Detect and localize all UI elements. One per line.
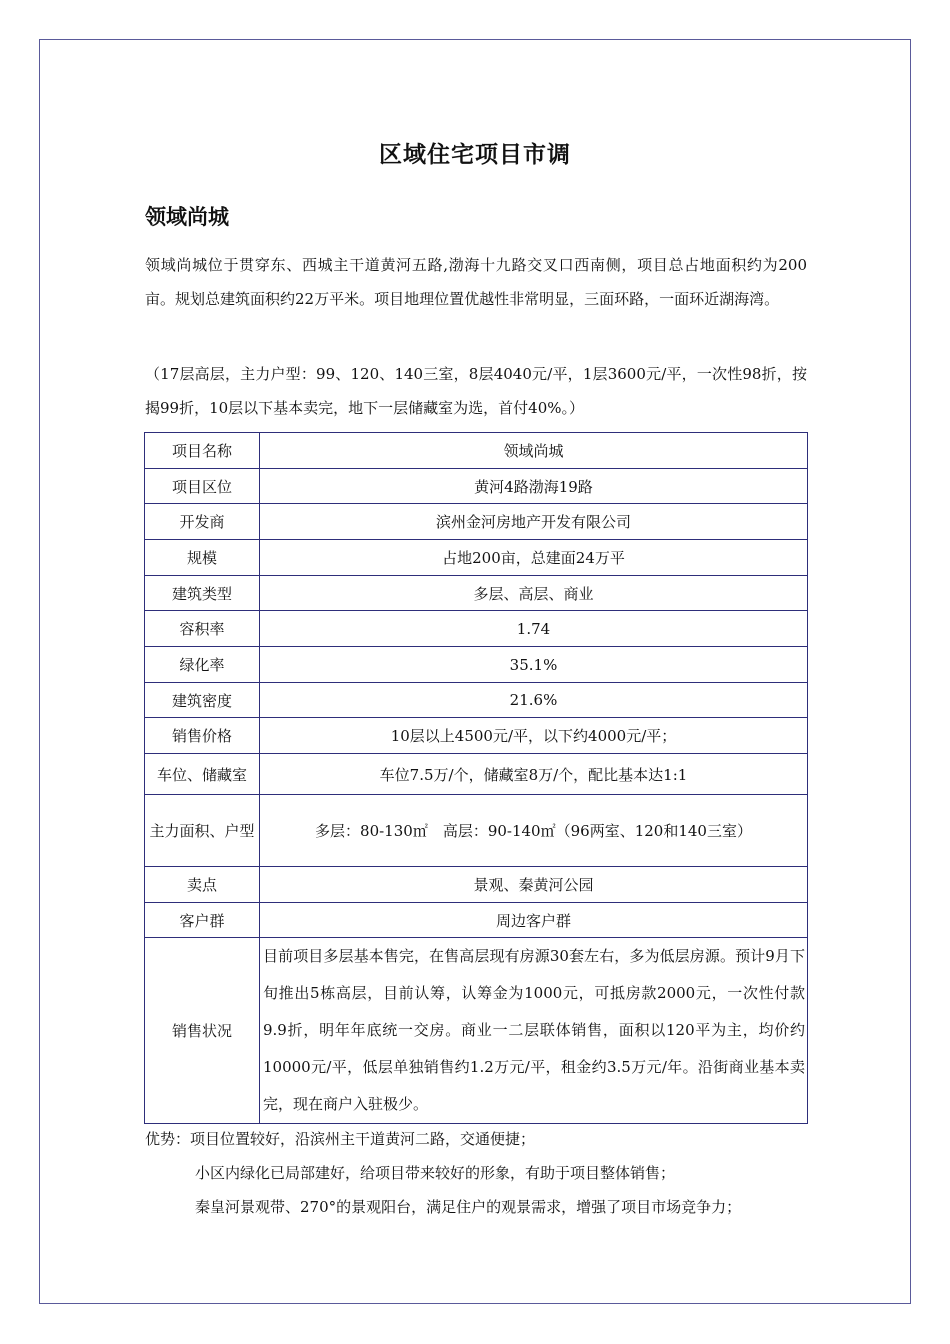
table-row [145,867,808,903]
table-row [145,433,808,469]
advantages-line: 小区内绿化已局部建好，给项目带来较好的形象，有助于项目整体销售； [195,1164,676,1182]
row-value: 21.6% [260,683,808,718]
row-value: 领域尚城 [260,433,808,469]
row-label: 客户群 [145,903,260,938]
note-paragraph: （17层高层，主力户型：99、120、140三室，8层4040元/平，1层3600元/平，一次性98折，按揭99折，10层以下基本卖完，地下一层储藏室为选，首付40%。） [145,365,807,417]
row-label: 项目区位 [145,469,260,504]
advantages-line: 优势：项目位置较好，沿滨州主干道黄河二路，交通便捷； [145,1130,536,1148]
row-label: 项目名称 [145,433,260,469]
table-row [145,754,808,795]
row-label: 建筑密度 [145,683,260,718]
row-value: 黄河4路渤海19路 [260,469,808,504]
table-row [145,903,808,938]
table-row [145,611,808,647]
table-row [145,683,808,718]
row-label: 建筑类型 [145,576,260,611]
table-row [145,576,808,611]
row-label: 规模 [145,540,260,576]
row-label: 销售价格 [145,718,260,754]
table-row [145,647,808,683]
row-value: 目前项目多层基本售完，在售高层现有房源30套左右，多为低层房源。预计9月下旬推出5栋高层，目前认筹，认筹金为1000元，可抵房款2000元，一次性付款9.9折，明年年底统一交房。商业一二层联体销售，面积以120平为主，均价约10000元/平，低层单独销售约1.2万元/平，租金约3.5万元/年。沿街商业基本卖完，现在商户入驻极少。 [260,938,808,1124]
table-row [145,469,808,504]
row-value: 多层：80-130㎡ 高层：90-140㎡（96两室、120和140三室） [260,795,808,867]
row-label: 车位、储藏室 [145,754,260,795]
row-label: 开发商 [145,504,260,540]
table-row [145,938,808,1124]
row-label: 容积率 [145,611,260,647]
row-label: 绿化率 [145,647,260,683]
row-value: 1.74 [260,611,808,647]
table-row [145,795,808,867]
section-heading: 领域尚城 [145,205,229,229]
row-value: 景观、秦黄河公园 [260,867,808,903]
row-value: 10层以上4500元/平，以下约4000元/平； [260,718,808,754]
row-label: 卖点 [145,867,260,903]
row-label [145,795,260,867]
project-info-table [144,432,808,1124]
row-value: 车位7.5万/个，储藏室8万/个，配比基本达1:1 [260,754,808,795]
advantages-line: 秦皇河景观带、270°的景观阳台，满足住户的观景需求，增强了项目市场竞争力； [195,1198,742,1216]
row-value: 占地200亩，总建面24万平 [260,540,808,576]
table-row [145,540,808,576]
row-value: 35.1% [260,647,808,683]
table-row [145,504,808,540]
row-value: 周边客户群 [260,903,808,938]
row-value: 多层、高层、商业 [260,576,808,611]
row-label-text: 主力面积、户型 [149,821,255,840]
table-row [145,718,808,754]
row-value: 滨州金河房地产开发有限公司 [260,504,808,540]
intro-paragraph: 领域尚城位于贯穿东、西城主干道黄河五路,渤海十九路交叉口西南侧，项目总占地面积约为200亩。规划总建筑面积约22万平米。项目地理位置优越性非常明显，三面环路，一面环近湖海湾。 [145,256,807,308]
document-title: 区域住宅项目市调 [379,142,571,168]
row-label: 销售状况 [145,938,260,1124]
